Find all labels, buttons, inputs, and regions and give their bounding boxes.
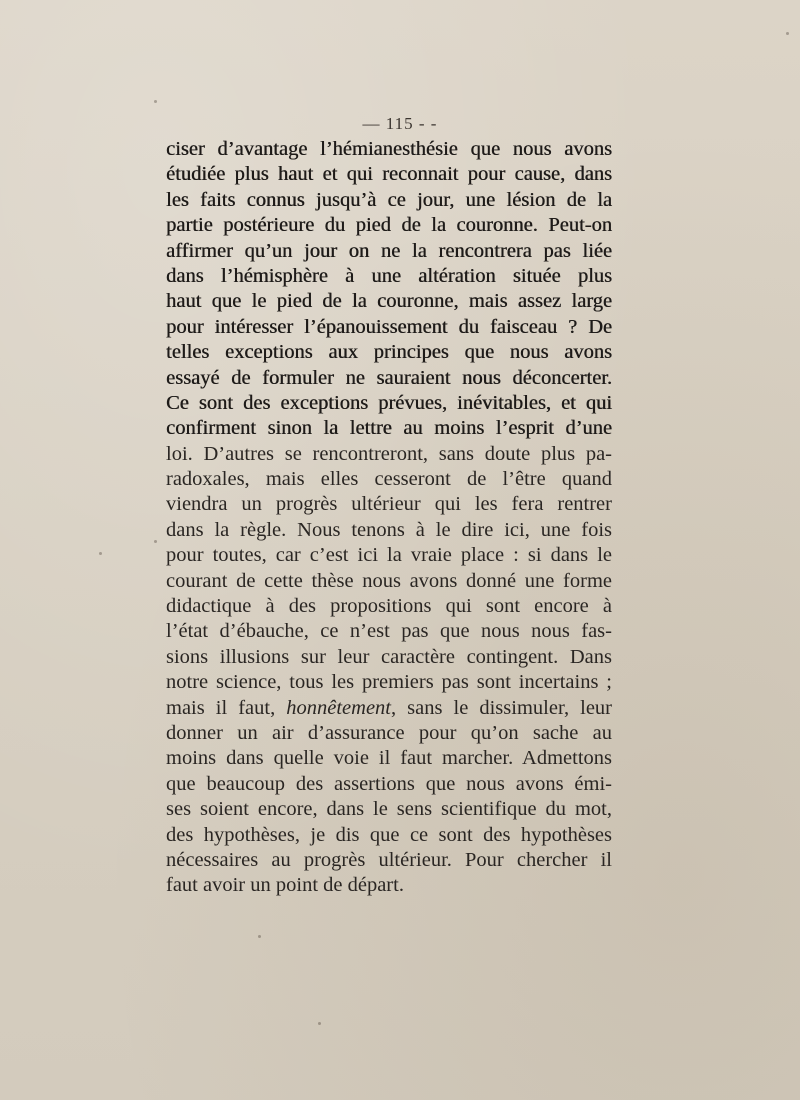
text-line: les faits connus jusqu’à ce jour, une lésion de la [166,188,612,211]
text-line: dans l’hémisphère à une altération située plus [166,264,612,287]
text-line: partie postérieure du pied de la couronne. Peut-on [166,214,612,237]
text-line: essayé de formuler ne sauraient nous déconcerter. [166,366,612,389]
text-line-end: , sans le dissimuler, leur [391,696,612,719]
text-line: des hypothèses, je dis que ce sont des hypothèses [166,823,612,846]
text-line: moins dans quelle voie il faut marcher. Admettons [166,747,612,770]
text-line: pour intéresser l’épanouissement du faisceau ? De [166,315,612,338]
text-line: confirment sinon la lettre au moins l’esprit d’une [166,417,612,440]
text-line: Ce sont des exceptions prévues, inévitables, et qui [166,391,612,414]
text-line: telles exceptions aux principes que nous avons [166,341,612,364]
text-line: ciser d’avantage l’hémianesthésie que nous avons [166,138,612,160]
text-line: loi. D’autres se rencontreront, sans doute plus pa- [166,442,612,465]
paper-speck [786,32,789,35]
text-line: didactique à des propositions qui sont encore à [166,595,612,618]
text-line-start: mais il faut, [166,696,287,719]
text-line: courant de cette thèse nous avons donné une forme [166,569,612,592]
text-line: faut avoir un point de départ. [166,874,404,897]
page-number: — 115 - - [362,114,438,133]
text-line: ses soient encore, dans le sens scientifique du mot, [166,798,612,821]
emphasis-word: honnêtement [286,696,391,719]
text-line: nécessaires au progrès ultérieur. Pour chercher il [166,848,612,871]
paper-speck [258,935,261,938]
paper-speck [154,540,157,543]
text-line: étudiée plus haut et qui reconnait pour cause, dans [166,163,612,186]
text-line: viendra un progrès ultérieur qui les fera rentrer [166,493,612,516]
paper-speck [318,1022,321,1025]
text-line: l’état d’ébauche, ce n’est pas que nous nous fas- [166,620,612,643]
text-line: pour toutes, car c’est ici la vraie place : si dans le [166,544,612,567]
text-line: donner un air d’assurance pour qu’on sache au [166,721,612,744]
text-line: haut que le pied de la couronne, mais assez large [166,290,612,313]
paper-speck [99,552,102,555]
text-line: dans la règle. Nous tenons à le dire ici, une fois [166,518,612,541]
text-line: affirmer qu’un jour on ne la rencontrera pas liée [166,239,612,262]
text-line: radoxales, mais elles cesseront de l’être quand [166,468,612,491]
body-text [166,137,612,899]
text-line: sions illusions sur leur caractère contingent. Dans [166,645,612,668]
text-line: notre science, tous les premiers pas sont incertains ; [166,671,612,694]
text-line [166,696,612,721]
text-line: que beaucoup des assertions que nous avons émi- [166,772,612,795]
paper-speck [154,100,157,103]
